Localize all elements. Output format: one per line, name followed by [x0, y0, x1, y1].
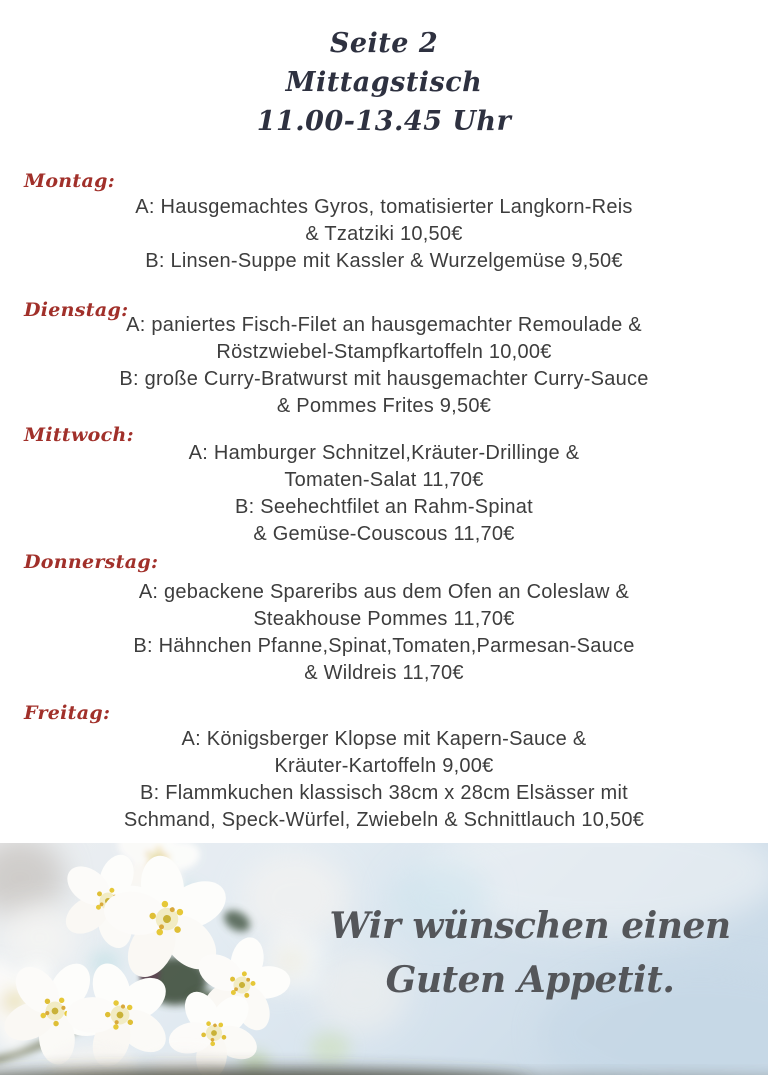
menu-line: Röstzwiebel-Stampfkartoffeln 10,00€: [216, 341, 552, 363]
page-header: [0, 24, 768, 141]
menu-section-montag: [0, 170, 768, 275]
menu-line: A: Königsberger Klopse mit Kapern-Sauce &: [181, 728, 587, 750]
menu-line: B: Seehechtfilet an Rahm-Spinat: [235, 496, 533, 518]
menu-line: B: Flammkuchen klassisch 38cm x 28cm Elsässer mit: [140, 782, 628, 804]
menu-line: & Tzatziki 10,50€: [305, 223, 463, 245]
menu-section-dienstag: [0, 299, 768, 420]
footer-photo: [0, 843, 768, 1075]
day-label-freitag: Freitag:: [24, 702, 111, 724]
menu-section-donnerstag: [0, 551, 768, 687]
menu-line: A: gebackene Spareribs aus dem Ofen an Coleslaw &: [138, 581, 630, 603]
day-label-montag: Montag:: [24, 170, 116, 192]
greeting-line: Guten Appetit.: [385, 959, 675, 1001]
menu-line: Tomaten-Salat 11,70€: [284, 469, 484, 491]
page-title: Mittagstisch: [285, 67, 483, 98]
menu-line: & Pommes Frites 9,50€: [276, 395, 492, 417]
day-label-mittwoch: Mittwoch:: [24, 424, 134, 446]
menu-line: A: paniertes Fisch-Filet an hausgemachter Remoulade &: [126, 314, 642, 336]
greeting-line: Wir wünschen einen: [329, 905, 731, 947]
menu-lines-freitag: [0, 702, 768, 834]
menu-section-freitag: [0, 702, 768, 834]
menu-lines-montag: [0, 170, 768, 275]
menu-line: B: Hähnchen Pfanne,Spinat,Tomaten,Parmesan-Sauce: [133, 635, 635, 657]
menu-line: A: Hausgemachtes Gyros, tomatisierter Langkorn-Reis: [135, 196, 633, 218]
day-label-dienstag: Dienstag:: [24, 299, 129, 321]
menu-line: & Gemüse-Couscous 11,70€: [253, 523, 515, 545]
greeting-text: [310, 899, 750, 1007]
menu-line: & Wildreis 11,70€: [304, 662, 464, 684]
menu-line: Steakhouse Pommes 11,70€: [253, 608, 515, 630]
menu-section-mittwoch: [0, 424, 768, 548]
menu-line: Schmand, Speck-Würfel, Zwiebeln & Schnittlauch 10,50€: [123, 809, 645, 831]
menu-line: Kräuter-Kartoffeln 9,00€: [274, 755, 494, 777]
menu-line: A: Hamburger Schnitzel,Kräuter-Drillinge &: [188, 442, 580, 464]
opening-hours: 11.00-13.45 Uhr: [256, 106, 512, 137]
menu-line: B: Linsen-Suppe mit Kassler & Wurzelgemüse 9,50€: [145, 250, 623, 272]
day-label-donnerstag: Donnerstag:: [24, 551, 159, 573]
page-number: Seite 2: [329, 28, 439, 59]
menu-line: B: große Curry-Bratwurst mit hausgemachter Curry-Sauce: [119, 368, 649, 390]
